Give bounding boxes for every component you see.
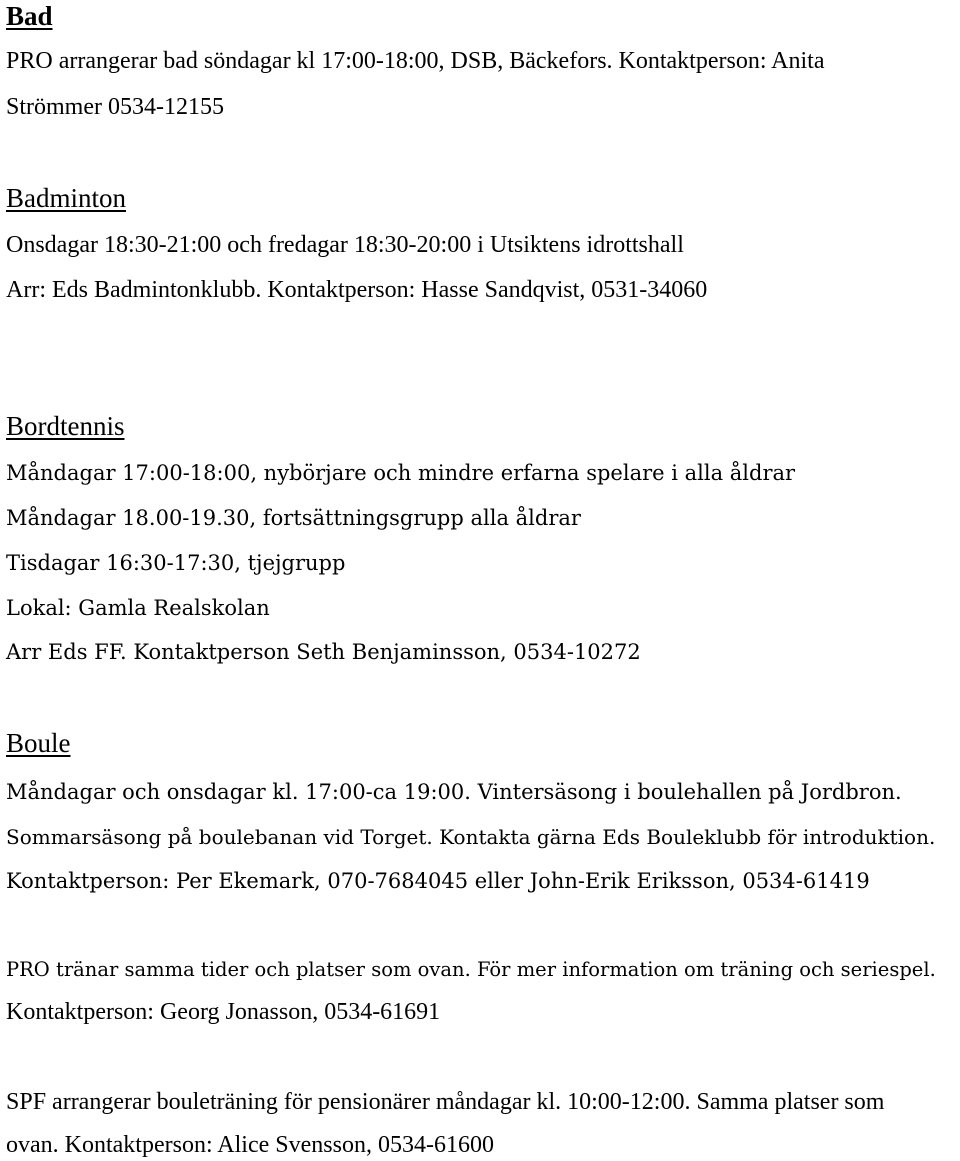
heading-boule: Boule <box>6 728 71 758</box>
heading-badminton: Badminton <box>6 183 126 213</box>
badminton-line-1: Onsdagar 18:30-21:00 och fredagar 18:30-20:00 i Utsiktens idrottshall <box>6 232 684 258</box>
boule-line-2: Sommarsäsong på boulebanan vid Torget. Kontakta gärna Eds Bouleklubb för introduktion. <box>6 825 936 849</box>
bordtennis-line-5: Arr Eds FF. Kontaktperson Seth Benjaminsson, 0534-10272 <box>6 640 641 664</box>
heading-bordtennis: Bordtennis <box>6 411 125 441</box>
boule-line-7: ovan. Kontaktperson: Alice Svensson, 0534-61600 <box>6 1132 494 1158</box>
bordtennis-line-3: Tisdagar 16:30-17:30, tjejgrupp <box>6 551 346 575</box>
heading-bad: Bad <box>6 1 53 31</box>
bordtennis-line-1: Måndagar 17:00-18:00, nybörjare och mindre erfarna spelare i alla åldrar <box>6 461 796 485</box>
boule-line-1: Måndagar och onsdagar kl. 17:00-ca 19:00. Vintersäsong i boulehallen på Jordbron. <box>6 780 902 804</box>
boule-line-4: PRO tränar samma tider och platser som ovan. För mer information om träning och seriespel. <box>6 958 936 981</box>
boule-line-6: SPF arrangerar bouleträning för pensionärer måndagar kl. 10:00-12:00. Samma platser som <box>6 1089 885 1115</box>
badminton-line-2: Arr: Eds Badmintonklubb. Kontaktperson: Hasse Sandqvist, 0531-34060 <box>6 277 708 303</box>
bordtennis-line-2: Måndagar 18.00-19.30, fortsättningsgrupp alla åldrar <box>6 506 581 530</box>
boule-line-3: Kontaktperson: Per Ekemark, 070-7684045 eller John-Erik Eriksson, 0534-61419 <box>6 869 870 893</box>
boule-line-5: Kontaktperson: Georg Jonasson, 0534-61691 <box>6 999 441 1025</box>
bad-line-1: PRO arrangerar bad söndagar kl 17:00-18:00, DSB, Bäckefors. Kontaktperson: Anita <box>6 48 825 74</box>
bad-line-2: Strömmer 0534-12155 <box>6 94 224 120</box>
bordtennis-line-4: Lokal: Gamla Realskolan <box>6 596 270 620</box>
